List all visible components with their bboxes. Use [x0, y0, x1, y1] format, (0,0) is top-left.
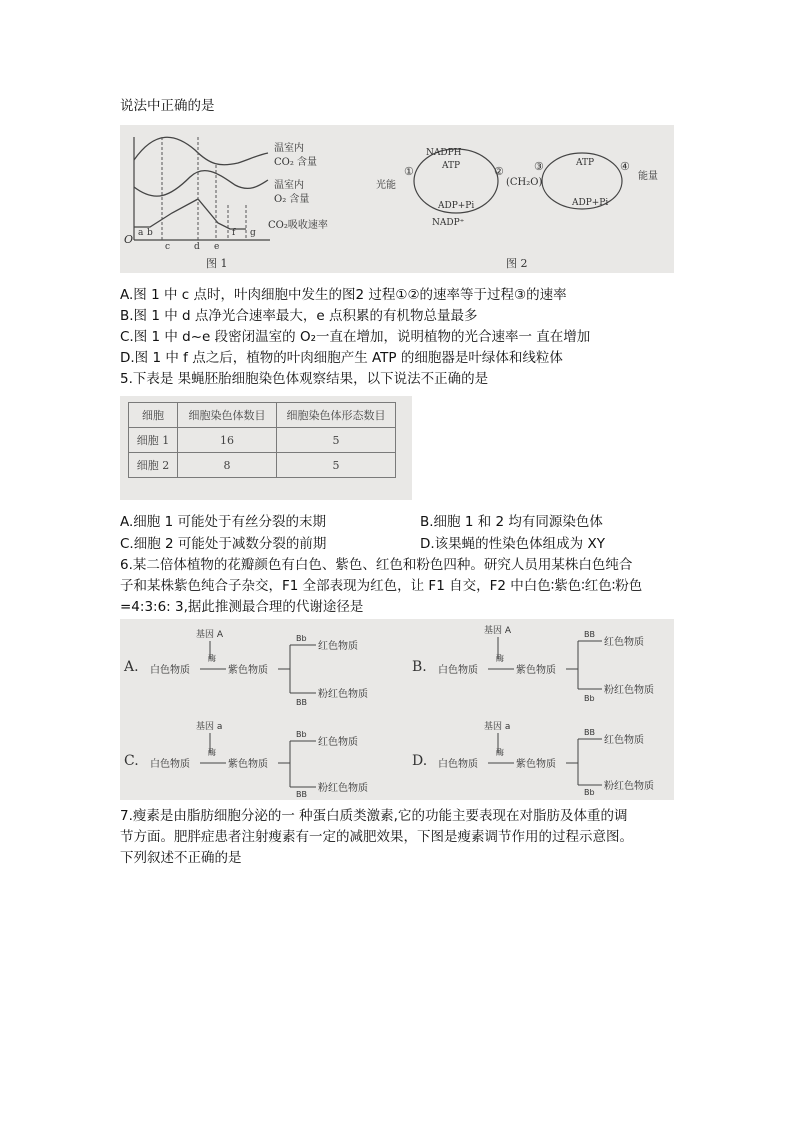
- pathway-letter: D.: [412, 753, 428, 769]
- pathway-bottom-genotype: BB: [296, 790, 307, 799]
- pathway-gene: 基因 A: [196, 630, 224, 640]
- pathway-gene: 基因 A: [484, 626, 512, 636]
- fig1-curve2-line1: 温室内: [274, 180, 304, 191]
- q7-line-2: 节方面。肥胖症患者注射瘦素有一定的减肥效果，下图是瘦素调节作用的过程示意图。: [120, 829, 633, 845]
- pathway-photo: [120, 619, 674, 800]
- pathway-bottom-genotype: BB: [296, 698, 307, 707]
- fig2-num-4: ④: [620, 160, 630, 173]
- q6-line-1: 6.某二倍体植物的花瓣颜色有白色、紫色、红色和粉色四种。研究人员用某株白色纯合: [120, 557, 633, 573]
- fig2-num-1: ①: [404, 165, 414, 178]
- q7-line-1: 7.瘦素是由脂肪细胞分泌的一 种蛋白质类激素,它的功能主要表现在对脂肪及体重的调: [120, 808, 628, 824]
- fig1-caption: 图 1: [206, 257, 228, 270]
- fig2-atp-right: ATP: [576, 158, 595, 168]
- q5-option-d: D.该果蝇的性染色体组成为 XY: [420, 536, 605, 552]
- fig2-adp-right: ADP+Pi: [572, 198, 609, 208]
- pathway-bottom-genotype: Bb: [584, 694, 595, 703]
- fig2-energy: 能量: [638, 171, 658, 182]
- fig1-curve1-line1: 温室内: [274, 143, 304, 154]
- pathway-pink: 粉红色物质: [604, 781, 654, 792]
- pathway-purple: 紫色物质: [516, 759, 556, 770]
- pathway-enzyme: 酶: [208, 748, 216, 757]
- table-cell: 细胞 1: [129, 428, 178, 453]
- table-cell: 细胞 2: [129, 453, 178, 478]
- fig1-point-a: a: [138, 228, 144, 238]
- pathway-top-genotype: BB: [584, 728, 595, 737]
- fig1-point-c: c: [165, 242, 171, 252]
- q6-line-3: =4:3:6: 3,据此推测最合理的代谢途径是: [120, 599, 364, 615]
- fig1-curve2-line2: O₂ 含量: [274, 194, 310, 205]
- table-header-cell: 细胞染色体形态数目: [277, 403, 396, 428]
- pathway-gene: 基因 a: [484, 722, 511, 732]
- fig1-point-g: g: [250, 228, 256, 238]
- pathway-white: 白色物质: [150, 759, 190, 770]
- table-header-cell: 细胞染色体数目: [178, 403, 277, 428]
- fig1-point-b: b: [147, 228, 153, 238]
- pathway-gene: 基因 a: [196, 722, 223, 732]
- q4-option-b: B.图 1 中 d 点净光合速率最大，e 点积累的有机物总量最多: [120, 308, 478, 324]
- q4-option-a: A.图 1 中 c 点时，叶肉细胞中发生的图2 过程①②的速率等于过程③的速率: [120, 287, 567, 303]
- figure-1: [124, 137, 328, 270]
- fig2-adp-left: ADP+Pi: [438, 201, 475, 211]
- q5-option-b: B.细胞 1 和 2 均有同源染色体: [420, 514, 603, 530]
- table-header-row: [129, 403, 396, 428]
- table-row: [129, 428, 396, 453]
- pathway-top-genotype: Bb: [296, 730, 307, 739]
- table-photo: [120, 396, 412, 500]
- figure-2: [376, 148, 658, 270]
- q4-option-c: C.图 1 中 d~e 段密闭温室的 O₂一直在增加，说明植物的光合速率一 直在增加: [120, 329, 591, 345]
- pathway-white: 白色物质: [438, 665, 478, 676]
- fig2-atp-left: ATP: [442, 161, 461, 171]
- table-cell: 8: [178, 453, 277, 478]
- figure-photo-1-2: [120, 125, 674, 273]
- fig2-light: 光能: [376, 180, 396, 191]
- fig2-nadph: NADPH: [426, 148, 462, 158]
- pathway-white: 白色物质: [438, 759, 478, 770]
- pathway-letter: A.: [124, 659, 139, 675]
- q5-stem: 5.下表是 果蝇胚胎细胞染色体观察结果，以下说法不正确的是: [120, 371, 489, 387]
- pathway-red: 红色物质: [604, 735, 644, 746]
- pathway-red: 红色物质: [604, 637, 644, 648]
- pathway-c: [124, 720, 368, 799]
- table-cell: 16: [178, 428, 277, 453]
- table-header-cell: 细胞: [129, 403, 178, 428]
- q4-option-d: D.图 1 中 f 点之后，植物的叶肉细胞产生 ATP 的细胞器是叶绿体和线粒体: [120, 350, 563, 366]
- fig2-nadp: NADP⁺: [432, 218, 465, 228]
- q5-option-c: C.细胞 2 可能处于减数分裂的前期: [120, 536, 327, 552]
- pathway-red: 红色物质: [318, 737, 358, 748]
- intro-text: 说法中正确的是: [120, 98, 215, 114]
- pathway-b: [412, 624, 654, 703]
- fig2-ch2o: (CH₂O): [506, 177, 543, 188]
- fig1-origin: O: [124, 233, 134, 246]
- fig2-num-3: ③: [534, 160, 544, 173]
- fig1-curve1-line2: CO₂ 含量: [274, 157, 318, 168]
- chromosome-table: [128, 402, 396, 478]
- q5-option-a: A.细胞 1 可能处于有丝分裂的末期: [120, 514, 326, 530]
- q6-line-2: 子和某株紫色纯合子杂交，F1 全部表现为红色，让 F1 自交，F2 中白色∶紫色∶红色∶粉色: [120, 578, 643, 594]
- pathway-pink: 粉红色物质: [604, 685, 654, 696]
- pathway-purple: 紫色物质: [228, 665, 268, 676]
- pathway-white: 白色物质: [150, 665, 190, 676]
- pathway-top-genotype: Bb: [296, 634, 307, 643]
- pathway-letter: B.: [412, 659, 427, 675]
- pathway-enzyme: 酶: [496, 654, 504, 663]
- fig1-point-f: f: [232, 228, 236, 238]
- pathway-a: [123, 628, 368, 707]
- pathway-enzyme: 酶: [208, 654, 216, 663]
- fig1-curve3-label: CO₂吸收速率: [268, 220, 328, 231]
- pathway-pink: 粉红色物质: [318, 783, 368, 794]
- q7-line-3: 下列叙述不正确的是: [120, 850, 242, 866]
- pathway-d: [412, 720, 654, 797]
- pathway-purple: 紫色物质: [228, 759, 268, 770]
- pathway-purple: 紫色物质: [516, 665, 556, 676]
- pathway-letter: C.: [124, 753, 139, 769]
- table-row: [129, 453, 396, 478]
- table-cell: 5: [277, 428, 396, 453]
- fig2-num-2: ②: [494, 165, 504, 178]
- fig2-caption: 图 2: [506, 257, 528, 270]
- pathway-red: 红色物质: [318, 641, 358, 652]
- fig1-point-e: e: [214, 242, 220, 252]
- fig1-point-d: d: [194, 242, 200, 252]
- pathway-pink: 粉红色物质: [318, 689, 368, 700]
- pathway-enzyme: 酶: [496, 748, 504, 757]
- pathway-bottom-genotype: Bb: [584, 788, 595, 797]
- pathway-top-genotype: BB: [584, 630, 595, 639]
- table-cell: 5: [277, 453, 396, 478]
